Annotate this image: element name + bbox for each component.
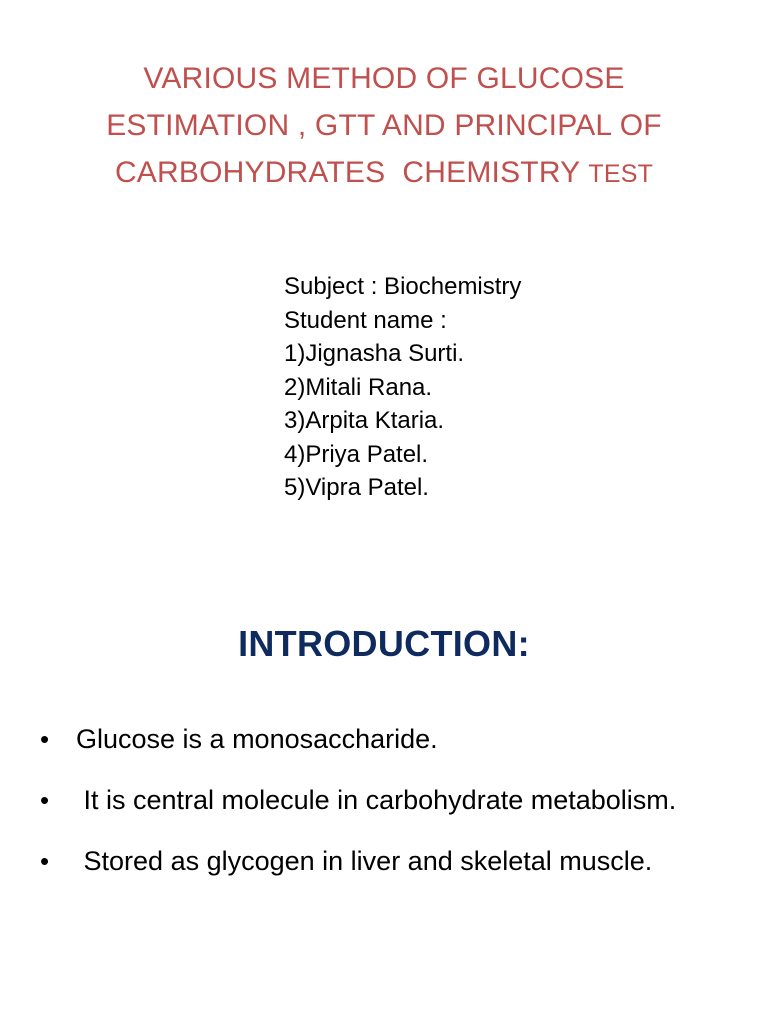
slide-title (60, 55, 708, 198)
bullet-item (40, 779, 740, 821)
bullet-text: Glucose is a monosaccharide. (76, 724, 438, 754)
student-item: 3)Arpita Ktaria. (284, 407, 445, 434)
bullet-list (40, 718, 740, 901)
bullet-text: It is central molecule in carbohydrate metabolism. (76, 785, 677, 815)
student-name-label: Student name : (284, 306, 447, 334)
bullet-item (40, 840, 740, 882)
bullet-text: Stored as glycogen in liver and skeletal muscle. (76, 846, 653, 876)
subject-and-students (284, 270, 521, 505)
introduction-heading: INTRODUCTION: (238, 623, 530, 664)
bullet-dot-icon: • (40, 785, 50, 815)
student-item: 5)Vipra Patel. (284, 474, 429, 501)
title-line-2: ESTIMATION , GTT AND PRINCIPAL OF (106, 109, 662, 142)
bullet-item (40, 718, 740, 760)
introduction-slide (0, 580, 768, 1024)
title-line-1: VARIOUS METHOD OF GLUCOSE (143, 62, 625, 95)
title-line-3-main: CARBOHYDRATES CHEMISTRY (114, 156, 589, 189)
title-line-3-tail: TEST (588, 160, 654, 188)
subject-line: Subject : Biochemistry (284, 273, 522, 300)
bullet-dot-icon: • (40, 724, 50, 754)
student-item: 4)Priya Patel. (284, 440, 429, 468)
title-line-3 (60, 149, 708, 198)
bullet-dot-icon: • (40, 846, 50, 876)
student-item: 1)Jignasha Surti. (284, 340, 465, 367)
student-item: 2)Mitali Rana. (284, 373, 433, 401)
